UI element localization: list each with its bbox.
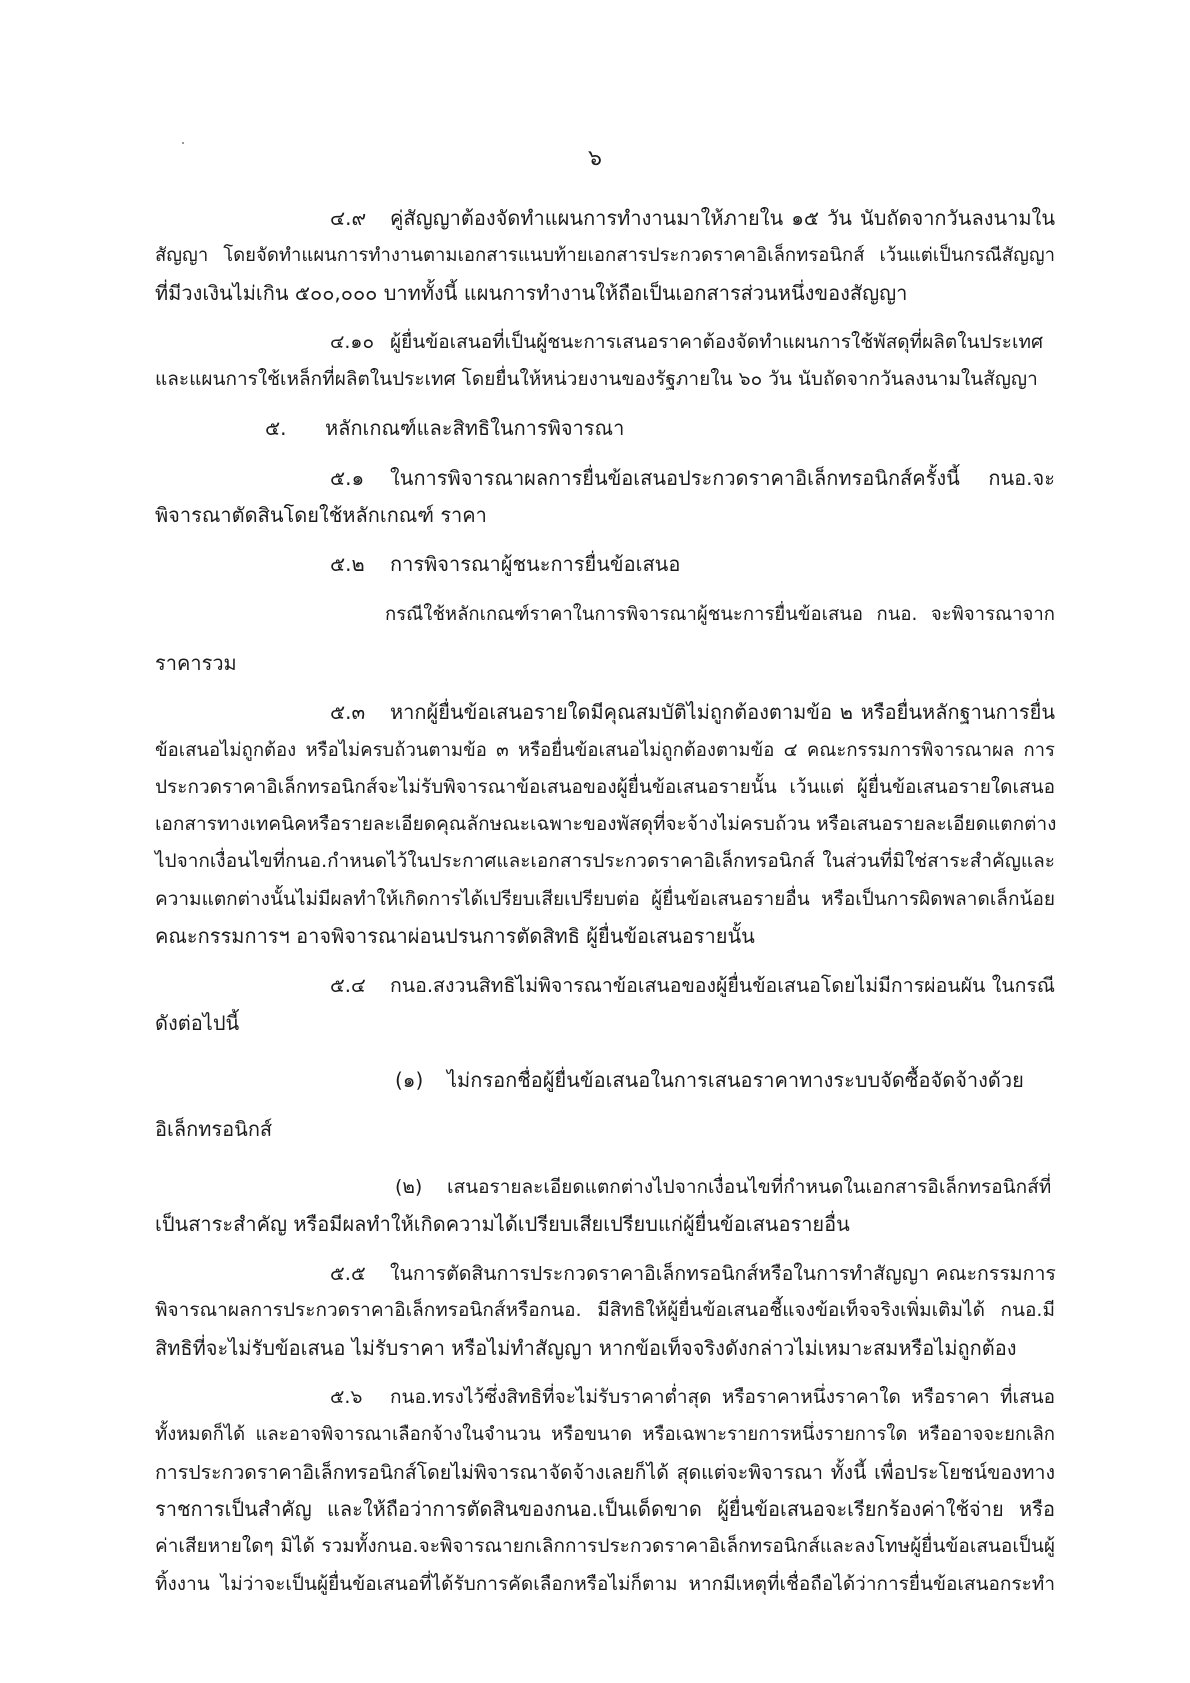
clause-text: ราคารวม [155,650,237,675]
item-5-4-1 [155,1062,1055,1149]
clause-5-1 [155,460,1055,535]
item-number: (๒) [395,1175,423,1198]
clause-text: และแผนการใช้เหล็กที่ผลิตในประเทศ โดยยื่นให้หน่วยงานของรัฐภายใน ๖๐ วัน นับถัดจากวันลงนามในสัญญา [155,368,1038,391]
item-5-4-2 [155,1169,1055,1244]
clause-number: ๕.๖ [330,1386,363,1409]
clause-text: เอกสารทางเทคนิคหรือรายละเอียดคุณลักษณะเฉพาะของพัสดุที่จะจ้างไม่ครบถ้วน หรือเสนอรายละเอียดแตกต่าง [155,813,1057,836]
section-number: ๕. [265,416,287,441]
clause-text: ที่มีวงเงินไม่เกิน ๕๐๐,๐๐๐ บาททั้งนี้ แผนการทำงานให้ถือเป็นเอกสารส่วนหนึ่งของสัญญา [155,280,908,305]
clause-text: ในการตัดสินการประกวดราคาอิเล็กทรอนิกส์หรือในการทำสัญญา คณะกรรมการ [390,1262,1056,1286]
clause-text: ทั้งหมดก็ได้ และอาจพิจารณาเลือกจ้างในจำนวน หรือขนาด หรือเฉพาะรายการหนึ่งรายการใด หรืออาจจะยกเลิก [155,1424,1055,1446]
clause-text: พิจารณาผลการประกวดราคาอิเล็กทรอนิกส์หรือกนอ. มีสิทธิให้ผู้ยื่นข้อเสนอชี้แจงข้อเท็จจริงเพิ่มเติมได้ กนอ.มี [155,1299,1055,1322]
item-text: เสนอรายละเอียดแตกต่างไปจากเงื่อนไขที่กำหนดในเอกสารอิเล็กทรอนิกส์ที่ [447,1175,1052,1198]
clause-text: ดังต่อไปนี้ [155,1010,240,1035]
clause-text: กรณีใช้หลักเกณฑ์ราคาในการพิจารณาผู้ชนะการยื่นข้อเสนอ กนอ. จะพิจารณาจาก [385,603,1055,625]
clause-5-4 [155,967,1055,1042]
item-number: (๑) [395,1067,424,1092]
clause-text: การพิจารณาผู้ชนะการยื่นข้อเสนอ [390,552,681,577]
document-body [155,200,1055,1603]
clause-text: ข้อเสนอไม่ถูกต้อง หรือไม่ครบถ้วนตามข้อ ๓ หรือยื่นข้อเสนอไม่ถูกต้องตามข้อ ๔ คณะกรรมการพิจารณาผล การ [155,739,1055,761]
section-title: หลักเกณฑ์และสิทธิในการพิจารณา [325,416,625,441]
clause-text: ทิ้งงาน ไม่ว่าจะเป็นผู้ยื่นข้อเสนอที่ได้รับการคัดเลือกหรือไม่ก็ตาม หากมีเหตุที่เชื่อถือได้ว่าการยื่นข้อเสนอกระทำ [155,1572,1055,1595]
clause-text: สัญญา โดยจัดทำแผนการทำงานตามเอกสารแนบท้ายเอกสารประกวดราคาอิเล็กทรอนิกส์ เว้นแต่เป็นกรณีสัญญา [155,245,1055,267]
clause-text: คณะกรรมการฯ อาจพิจารณาผ่อนปรนการตัดสิทธิ ผู้ยื่นข้อเสนอรายนั้น [155,924,755,949]
clause-text: ราชการเป็นสำคัญ และให้ถือว่าการตัดสินของกนอ.เป็นเด็ดขาด ผู้ยื่นข้อเสนอจะเรียกร้องค่าใช้จ่าย หรือ [155,1496,1055,1521]
clause-text: ในการพิจารณาผลการยื่นข้อเสนอประกวดราคาอิเล็กทรอนิกส์ครั้งนี้ กนอ.จะ [390,465,1055,490]
item-text: อิเล็กทรอนิกส์ [155,1117,273,1142]
clause-4-9 [155,200,1055,312]
clause-5-2 [155,546,1055,583]
clause-text: การประกวดราคาอิเล็กทรอนิกส์โดยไม่พิจารณาจัดจ้างเลยก็ได้ สุดแต่จะพิจารณา ทั้งนี้ เพื่อประโยชน์ของทาง [155,1460,1055,1484]
clause-number: ๕.๑ [330,465,365,490]
clause-number: ๕.๔ [330,974,366,998]
clause-5-3 [155,694,1055,955]
clause-text: สิทธิที่จะไม่รับข้อเสนอ ไม่รับราคา หรือไม่ทำสัญญา หากข้อเท็จจริงดังกล่าวไม่เหมาะสมหรือไม่ถูกต้อง [155,1335,1017,1360]
clause-text: หากผู้ยื่นข้อเสนอรายใดมีคุณสมบัติไม่ถูกต้องตามข้อ ๒ หรือยื่นหลักฐานการยื่น [390,700,1055,725]
clause-text: พิจารณาตัดสินโดยใช้หลักเกณฑ์ ราคา [155,503,487,528]
item-text: เป็นสาระสำคัญ หรือมีผลทำให้เกิดความได้เปรียบเสียเปรียบแก่ผู้ยื่นข้อเสนอรายอื่น [155,1211,850,1236]
clause-number: ๕.๕ [330,1262,366,1286]
clause-text: ไปจากเงื่อนไขที่กนอ.กำหนดไว้ในประกาศและเอกสารประกวดราคาอิเล็กทรอนิกส์ ในส่วนที่มิใช่สาระสำคัญและ [155,850,1055,873]
clause-text: กนอ.ทรงไว้ซึ่งสิทธิที่จะไม่รับราคาต่ำสุด หรือราคาหนึ่งราคาใด หรือราคา ที่เสนอ [390,1386,1055,1409]
clause-text: กนอ.สงวนสิทธิไม่พิจารณาข้อเสนอของผู้ยื่นข้อเสนอโดยไม่มีการผ่อนผัน ในกรณี [390,974,1055,998]
clause-5-2-detail [155,596,1055,683]
clause-text: ความแตกต่างนั้นไม่มีผลทำให้เกิดการได้เปรียบเสียเปรียบต่อ ผู้ยื่นข้อเสนอรายอื่น หรือเป็นการผิดพลาดเล็กน้อย [155,887,1055,910]
page-number: ๖ [588,146,602,171]
clause-number: ๕.๒ [330,552,365,577]
clause-text: ค่าเสียหายใดๆ มิได้ รวมทั้งกนอ.จะพิจารณายกเลิกการประกวดราคาอิเล็กทรอนิกส์และลงโทษผู้ยื่นข้อเสนอเป็นผู้ [155,1535,1055,1558]
section-5-heading [155,410,1055,447]
clause-text: ผู้ยื่นข้อเสนอที่เป็นผู้ชนะการเสนอราคาต้องจัดทำแผนการใช้พัสดุที่ผลิตในประเทศ [390,330,1044,353]
clause-number: ๔.๙ [330,206,367,230]
clause-number: ๕.๓ [330,700,366,725]
clause-5-5 [155,1255,1055,1367]
item-text: ไม่กรอกชื่อผู้ยื่นข้อเสนอในการเสนอราคาทางระบบจัดซื้อจัดจ้างด้วย [447,1067,1024,1092]
clause-4-10 [155,324,1055,399]
clause-number: ๔.๑๐ [330,330,375,353]
clause-5-6 [155,1379,1055,1603]
clause-text: คู่สัญญาต้องจัดทำแผนการทำงานมาให้ภายใน ๑๕ วัน นับถัดจากวันลงนามใน [390,206,1055,230]
clause-text: ประกวดราคาอิเล็กทรอนิกส์จะไม่รับพิจารณาข้อเสนอของผู้ยื่นข้อเสนอรายนั้น เว้นแต่ ผู้ยื่นข้อเสนอรายใดเสนอ [155,775,1055,798]
